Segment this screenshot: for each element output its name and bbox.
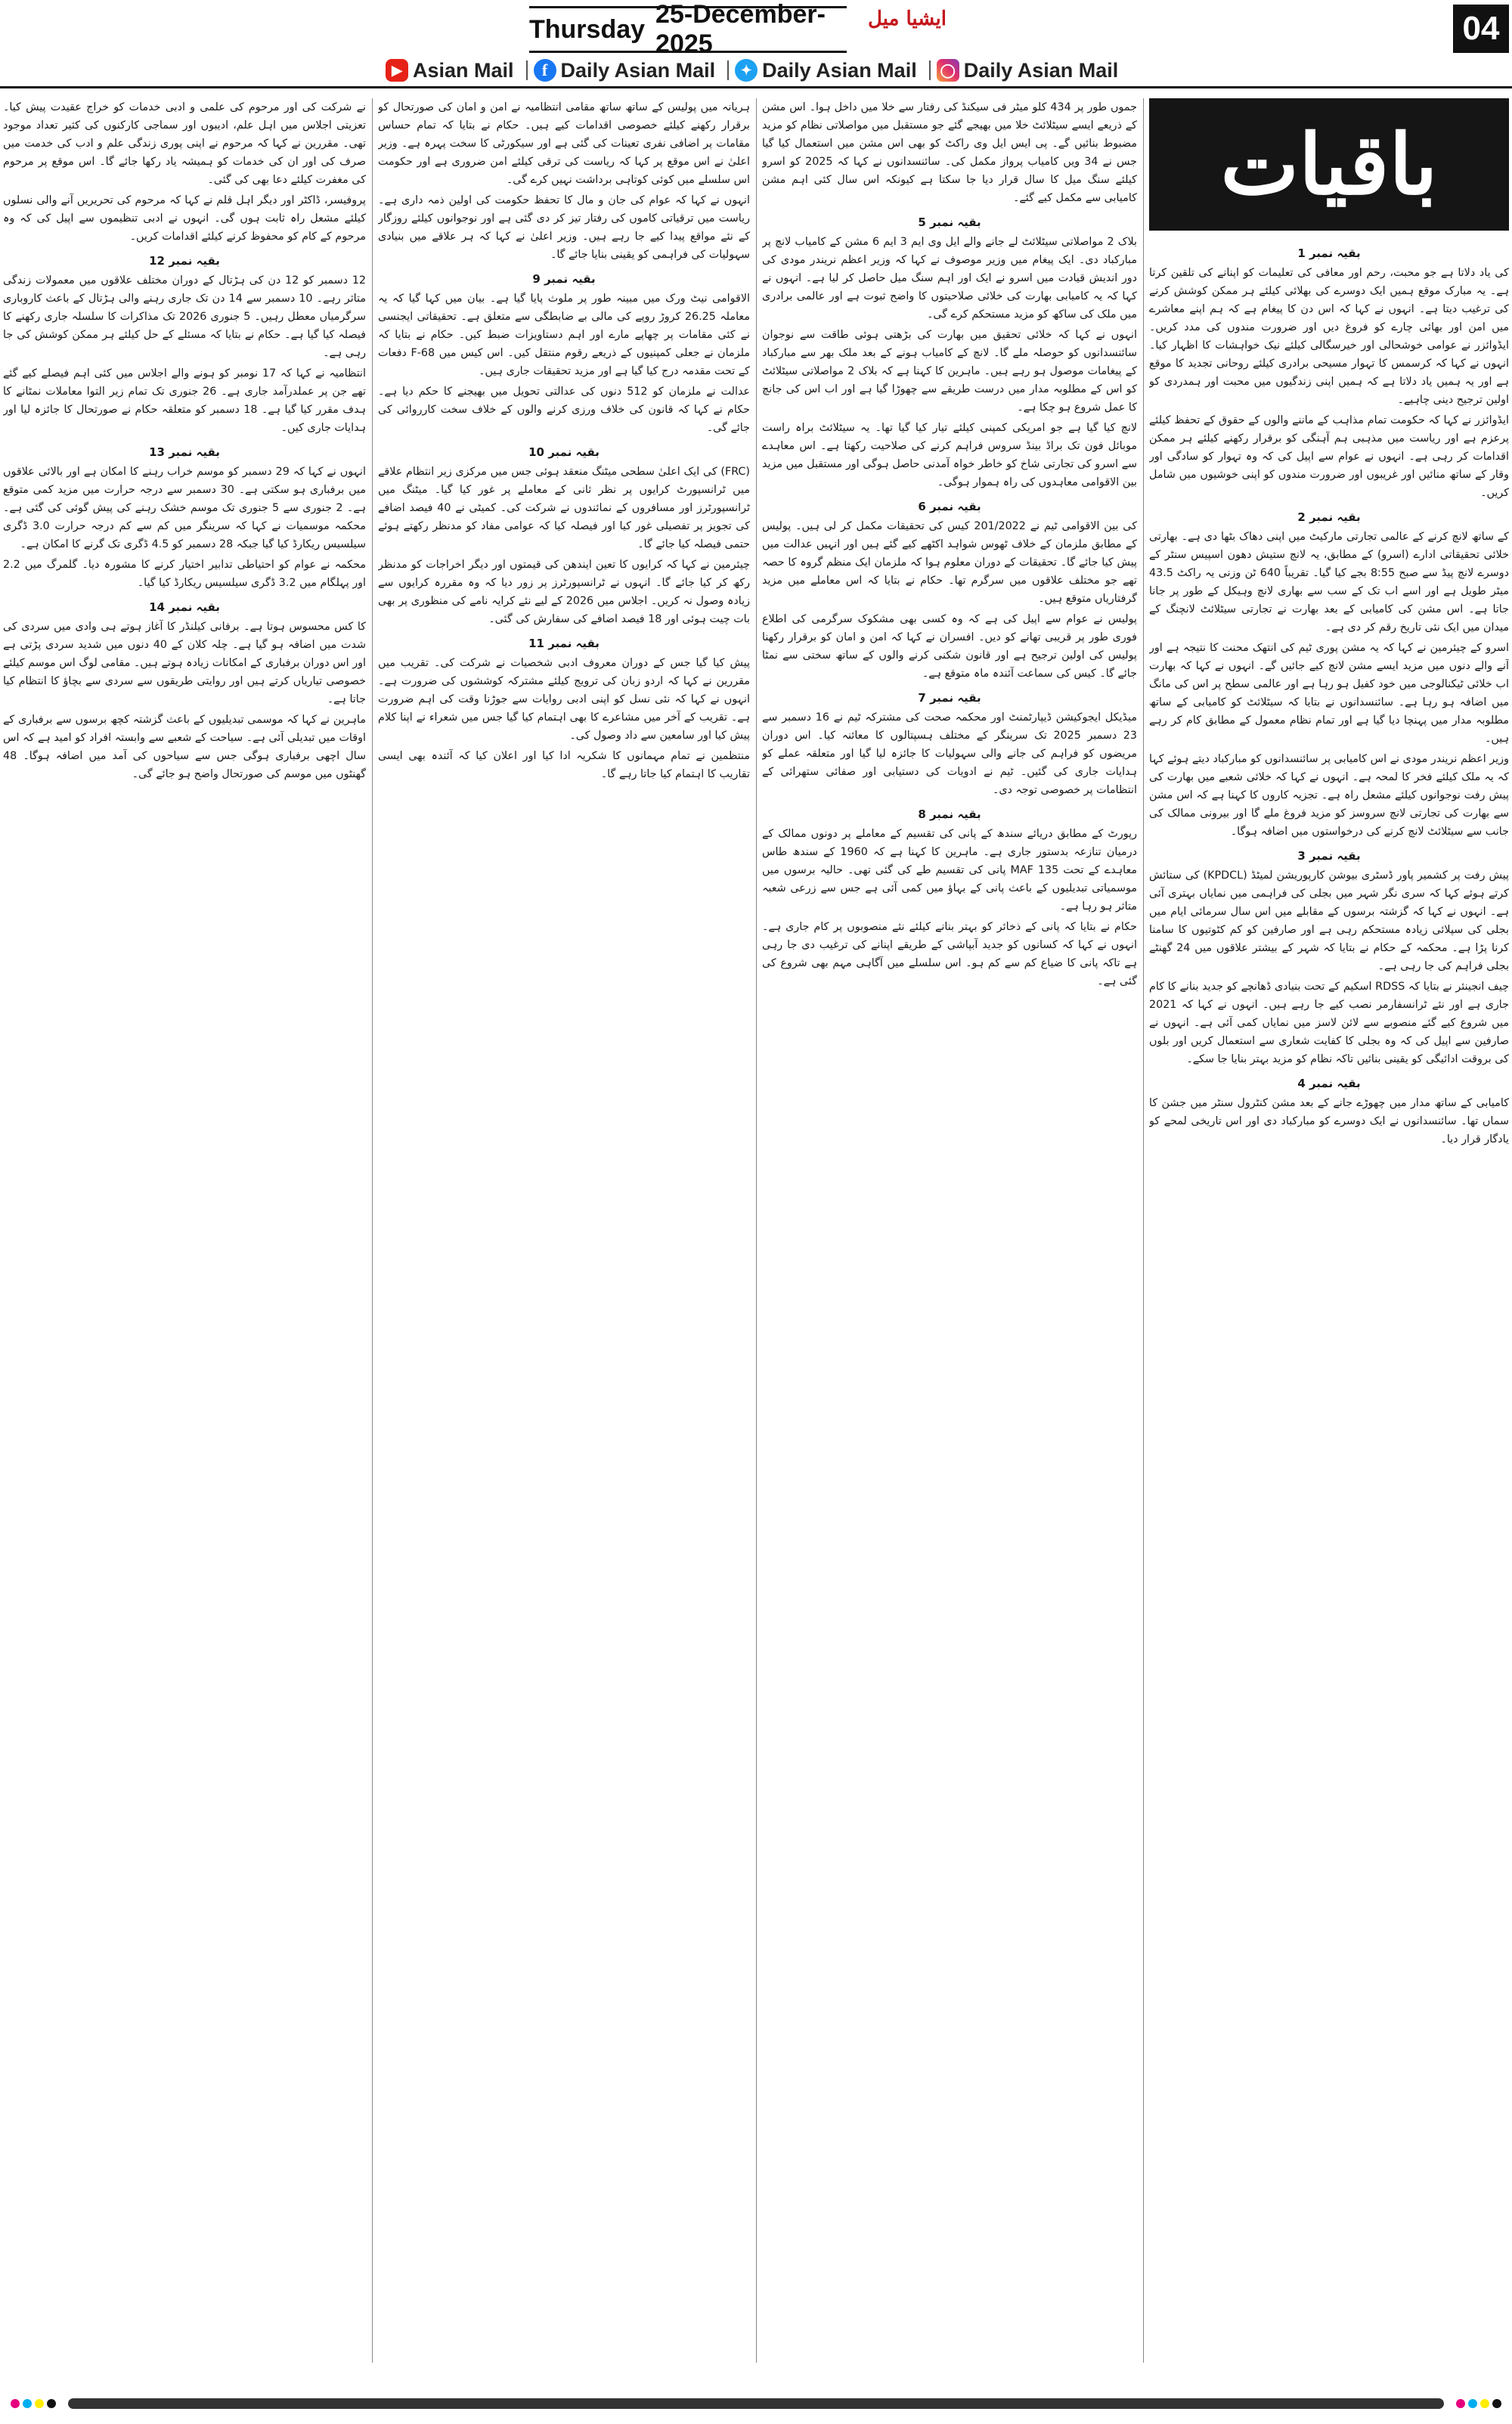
continuation-heading: بقیہ نمبر 8 [918,807,981,821]
article-paragraph: الاقوامی نیٹ ورک میں مبینہ طور پر ملوث پایا گیا ہے۔ بیان میں کہا گیا کہ یہ معاملہ 26.25 کروڑ روپے کی مالی بے ضابطگی سے متعلق ہے۔ تحقیقاتی ایجنسی نے کئی مقامات پر چھاپے مارے اور اہم دستاویزات ضبط کیں۔ حکام نے بتایا کہ ملزمان نے جعلی کمپنیوں کے ذریعے رقوم منتقل کیں۔ اس کیس میں F-68 دفعات کے تحت مقدمہ درج کیا گیا ہے اور مزید تحقیقات جاری ہیں۔ [378,293,750,377]
registration-dot [1456,2399,1465,2408]
article-paragraph: کی بین الاقوامی ٹیم نے 201/2022 کیس کی تحقیقات مکمل کر لی ہیں۔ پولیس کے مطابق ملزمان کے خلاف ٹھوس شواہد اکٹھے کیے گئے ہیں اور انہیں عدالت میں پیش کیا جائے گا۔ تحقیقات کے دوران معلوم ہوا کہ ملزمان ایک منظم گروہ کا حصہ تھے جو مختلف علاقوں میں سرگرم تھا۔ حکام نے بتایا کہ اس معاملے میں مزید گرفتاریاں متوقع ہیں۔ [762,520,1137,605]
continuation-heading: بقیہ نمبر 5 [918,215,981,229]
article-paragraph: عدالت نے ملزمان کو 512 دنوں کی عدالتی تحویل میں بھیجنے کا حکم دیا ہے۔ حکام نے کہا کہ قانون کی خلاف ورزی کرنے والوں کے خلاف سخت کارروائی کی جائے گی۔ [378,386,750,434]
article-paragraph: جموں طور پر 434 کلو میٹر فی سیکنڈ کی رفتار سے خلا میں داخل ہوا۔ اس مشن کے ذریعے ایسے سیٹلائٹ خلا میں بھیجے گئے جو مستقبل میں مواصلاتی نظام کو مزید مضبوط بنائیں گے۔ پی ایس ایل وی راکٹ کو بھی اس مشن میں استعمال کیا گیا جس نے 34 ویں کامیاب پرواز مکمل کی۔ سائنسدانوں نے کہا کہ 2025 کو اسرو کیلئے سنگ میل کا سال قرار دیا جا سکتا ہے کیونکہ اس سال کئی اہم مشن کامیابی سے مکمل کیے گئے۔ [762,101,1137,204]
registration-dot [1468,2399,1477,2408]
continuation-heading: بقیہ نمبر 10 [528,445,600,459]
column-3 [378,98,750,2363]
article-paragraph: پیش کیا گیا جس کے دوران معروف ادبی شخصیات نے شرکت کی۔ تقریب میں مقررین نے کہا کہ اردو زبان کی ترویج کیلئے مشترکہ کوششوں کی ضرورت ہے۔ انہوں نے کہا کہ نئی نسل کو اپنی ادبی روایات سے جوڑنا وقت کی اہم ضرورت ہے۔ تقریب کے آخر میں مشاعرے کا بھی اہتمام کیا گیا جس میں شعراء نے اپنا کلام پیش کیا اور سامعین سے داد وصول کی۔ [378,657,750,742]
date-bar [529,0,847,58]
header-rule [0,86,1512,88]
article-paragraph: ماہرین نے کہا کہ موسمی تبدیلیوں کے باعث گزشتہ کچھ برسوں سے برفباری کے اوقات میں تبدیلی آئی ہے۔ سیاحت کے شعبے سے وابستہ افراد کو امید ہے کہ اس سال اچھی برفباری ہوگی جس سے سیاحوں کی آمد میں اضافہ ہوگا۔ 48 گھنٹوں میں موسم کی صورتحال واضح ہو جائے گی۔ [3,714,366,780]
divider [526,60,528,80]
column-2 [762,98,1137,2363]
continuation-heading: بقیہ نمبر 2 [1297,510,1361,524]
continuation-heading: بقیہ نمبر 3 [1297,849,1361,863]
youtube-icon: ▶ [386,59,408,82]
logo-text: ایشیا میل [868,8,947,30]
article-paragraph: ہریانہ میں پولیس کے ساتھ ساتھ مقامی انتظامیہ نے امن و امان کی صورتحال کو برقرار رکھنے کیلئے خصوصی اقدامات کیے ہیں۔ حکام نے بتایا کہ تمام حساس مقامات پر اضافی نفری تعینات کی گئی ہے اور سیکورٹی کا سخت پہرہ ہے۔ وزیر اعلیٰ نے اس موقع پر کہا کہ ریاست کی ترقی کیلئے امن ضروری ہے اور حکومت اس سلسلے میں کوئی کوتاہی برداشت نہیں کرے گی۔ [378,101,750,186]
social-label: Asian Mail [413,58,514,82]
article-paragraph: پیش رفت پر کشمیر پاور ڈسٹری بیوشن کارپوریشن لمیٹڈ (KPDCL) کی ستائش کرتے ہوئے کہا کہ سری نگر شہر میں بجلی کی فراہمی میں نمایاں بہتری آئی ہے۔ انہوں نے کہا کہ گزشتہ برسوں کے مقابلے میں اس سال سرمائی ایام میں بجلی کی سپلائی زیادہ مستحکم رہی ہے اور صارفین کو کم کٹوتیوں کا سامنا کرنا پڑا ہے۔ محکمہ کے حکام نے بتایا کہ شہر کے بیشتر علاقوں میں 24 گھنٹے بجلی فراہم کی جا رہی ہے۔ [1149,869,1509,972]
article-paragraph: کے ساتھ لانچ کرنے کے عالمی تجارتی مارکیٹ میں اپنی دھاک بٹھا دی ہے۔ بھارتی خلائی تحقیقاتی ادارے (اسرو) کے مطابق، یہ لانچ ستیش دھون اسپیس سنٹر کے دوسرے لانچ پیڈ سے صبح 8:55 بجے کیا گیا۔ تقریباً 640 ٹن وزنی یہ راکٹ 43.5 میٹر طویل ہے اور اسے اب تک کے سب سے بھاری لانچ وہیکل کے طور پر جانا جاتا ہے۔ اس مشن کی کامیابی کے بعد بھارت نے تجارتی سیٹلائٹ لانچنگ کے میدان میں ایک نئی تاریخ رقم کر دی ہے۔ [1149,531,1509,634]
article-paragraph: حکام نے بتایا کہ پانی کے ذخائر کو بہتر بنانے کیلئے نئے منصوبوں پر کام جاری ہے۔ انہوں نے کہا کہ کسانوں کو جدید آبپاشی کے طریقے اپنانے کی ترغیب دی جا رہی ہے تاکہ پانی کا ضیاع کم سے کم ہو۔ اس سلسلے میں آگاہی مہم بھی شروع کی گئی ہے۔ [762,921,1137,987]
page-number: 04 [1453,5,1509,53]
article-paragraph: وزیر اعظم نریندر مودی نے اس کامیابی پر سائنسدانوں کو مبارکباد دیتے ہوئے کہا کہ یہ ملک کیلئے فخر کا لمحہ ہے۔ انہوں نے کہا کہ خلائی شعبے میں بھارت کی پیش رفت نوجوانوں کیلئے مشعل راہ ہے۔ تجزیہ کاروں کا کہنا ہے کہ اس مشن سے بھارت کی تجارتی لانچ سروسز کو مزید فروغ ملے گا اور بیرونی ممالک کی جانب سے سیٹلائٹ لانچ کرنے کی درخواستوں میں اضافہ ہوگا۔ [1149,753,1509,838]
article-paragraph: پولیس نے عوام سے اپیل کی ہے کہ وہ کسی بھی مشکوک سرگرمی کی اطلاع فوری طور پر قریبی تھانے کو دیں۔ افسران نے کہا کہ امن و امان کو برقرار رکھنا پولیس کی اولین ترجیح ہے اور قانون شکنی کرنے والوں کے ساتھ سختی سے نمٹا جائے گا۔ کیس کی سماعت آئندہ ماہ متوقع ہے۔ [762,613,1137,680]
article-paragraph: ایڈوائزر نے کہا کہ حکومت تمام مذاہب کے ماننے والوں کے حقوق کے تحفظ کیلئے پرعزم ہے اور ریاست میں مذہبی ہم آہنگی کو برقرار رکھنے کیلئے ہر ممکن اقدامات کر رہی ہے۔ انہوں نے عوام سے اپیل کی کہ وہ تہوار کو سادگی اور وقار کے ساتھ منائیں اور غریبوں اور ضرورت مندوں کو اپنی خوشیوں میں شامل کریں۔ [1149,414,1509,499]
continuation-heading: بقیہ نمبر 1 [1297,246,1361,260]
article-paragraph: پروفیسر، ڈاکٹر اور دیگر اہل قلم نے کہا کہ مرحوم کی تحریریں آنے والی نسلوں کیلئے مشعل راہ ثابت ہوں گی۔ انہوں نے ادبی تنظیموں سے اپیل کی کہ وہ مرحوم کے کام کو محفوظ کرنے کیلئے اقدامات کریں۔ [3,194,366,243]
weekday: Thursday [529,14,646,44]
column-divider [372,98,373,2363]
article-paragraph: رپورٹ کے مطابق دریائے سندھ کے پانی کی تقسیم کے معاملے پر دونوں ممالک کے درمیان تنازعہ بدستور جاری ہے۔ ماہرین کا کہنا ہے کہ 1960 کے سندھ طاس معاہدے کے تحت 135 MAF پانی کی تقسیم طے کی گئی تھی۔ حالیہ برسوں میں موسمیاتی تبدیلیوں کے باعث پانی کے بہاؤ میں کمی آئی ہے جس سے زرعی شعبہ متاثر ہو رہا ہے۔ [762,828,1137,913]
article-paragraph: انتظامیہ نے کہا کہ 17 نومبر کو ہونے والے اجلاس میں کئی اہم فیصلے کیے گئے تھے جن پر عملدرآمد جاری ہے۔ 26 جنوری تک تمام زیر التوا معاملات نمٹانے کا ہدف مقرر کیا گیا ہے۔ 18 دسمبر کو متعلقہ حکام نے صورتحال کا جائزہ لیا اور ہدایات جاری کیں۔ [3,367,366,434]
social-label: Daily Asian Mail [963,58,1119,82]
article-paragraph: کا کس محسوس ہوتا ہے۔ برفانی کیلنڈر کا آغاز ہوتے ہی وادی میں سردی کی شدت میں اضافہ ہو گیا ہے۔ چلہ کلان کے 40 دنوں میں شدید سردی پڑتی ہے اور اس دوران برفباری کے امکانات زیادہ ہوتے ہیں۔ مقامی لوگ اس موسم کیلئے خصوصی تیاریاں کرتے ہیں اور روایتی طریقوں سے سردی سے بچاؤ کا انتظام کیا جاتا ہے۔ [3,621,366,705]
date: 25-December-2025 [655,0,826,58]
continuation-heading: بقیہ نمبر 4 [1297,1077,1361,1090]
column-4 [3,98,366,2363]
article-paragraph: انہوں نے کہا کہ 29 دسمبر کو موسم خراب رہنے کا امکان ہے اور بالائی علاقوں میں برفباری ہو سکتی ہے۔ 30 دسمبر سے درجہ حرارت میں مزید کمی متوقع ہے۔ 2 جنوری سے 5 جنوری تک موسم خشک رہنے کی پیش گوئی کی گئی ہے۔ محکمہ موسمیات نے کہا کہ سرینگر میں کم سے کم درجہ حرارت 3.0 ڈگری سیلسیس ریکارڈ کیا گیا جبکہ 28 دسمبر کو 4.5 ڈگری تک گرنے کا امکان ہے۔ [3,466,366,550]
continuation-heading: بقیہ نمبر 11 [528,637,600,650]
article-paragraph: میڈیکل ایجوکیشن ڈیپارٹمنٹ اور محکمہ صحت کی مشترکہ ٹیم نے 16 دسمبر سے 23 دسمبر 2025 تک سرینگر کے مختلف ہسپتالوں کا معائنہ کیا۔ اس دوران مریضوں کو فراہم کی جانے والی سہولیات کا جائزہ لیا گیا اور متعلقہ عملے کو ہدایات جاری کی گئیں۔ ٹیم نے ادویات کی دستیابی اور صفائی ستھرائی کے انتظامات پر خصوصی توجہ دی۔ [762,711,1137,796]
article-paragraph: کامیابی کے ساتھ مدار میں چھوڑے جانے کے بعد مشن کنٹرول سنٹر میں جشن کا سماں تھا۔ سائنسدانوں نے ایک دوسرے کو مبارکباد دی اور اس تاریخی لمحے کو یادگار قرار دیا۔ [1149,1097,1509,1145]
twitter-icon: ✦ [735,59,758,82]
continuation-heading: بقیہ نمبر 7 [918,691,981,705]
article-paragraph: انہوں نے کہا کہ خلائی تحقیق میں بھارت کی بڑھتی ہوئی طاقت سے نوجوان سائنسدانوں کو حوصلہ ملے گا۔ لانچ کے کامیاب ہونے کے بعد ملک بھر سے مبارکباد کے پیغامات موصول ہو رہے ہیں۔ ماہرین کا کہنا ہے کہ بلاک 2 مواصلاتی سیٹلائٹ کو اس کے مطلوبہ مدار میں درست طریقے سے چھوڑا گیا ہے اور اب اس کی جانچ کا عمل شروع ہو چکا ہے۔ [762,329,1137,414]
divider [727,60,729,80]
article-paragraph: کی یاد دلاتا ہے جو محبت، رحم اور معافی کی تعلیمات کو اپنانے کی تلقین کرتا ہے۔ یہ مبارک موقع ہمیں ایک دوسرے کی بھلائی کیلئے ہر ممکن کوشش کرنے کی ترغیب دیتا ہے۔ انہوں نے کہا کہ اس دن کا پیغام ہے کہ ہم اپنے معاشرے میں امن اور بھائی چارے کو فروغ دیں اور ضرورت مندوں کی مدد کریں۔ ایڈوائزر نے عوامی خوشحالی اور خیرسگالی کیلئے نیک خواہشات کا اظہار کیا۔ انہوں نے کہا کہ کرسمس کا تہوار مسیحی برادری کیلئے روحانی تجدید کا موقع ہے اور یہ ہمیں یاد دلاتا ہے کہ ہمیں اپنی زندگیوں میں محبت اور ہمدردی کو اولین ترجیح دینی چاہیے۔ [1149,267,1509,406]
social-bar [386,57,1142,83]
continuation-heading: بقیہ نمبر 14 [149,600,220,614]
section-title: باقیات [1220,116,1438,213]
registration-dot [11,2399,20,2408]
article-paragraph: لانچ کیا گیا ہے جو امریکی کمپنی کیلئے تیار کیا گیا تھا۔ یہ سیٹلائٹ براہ راست موبائل فون تک براڈ بینڈ سروس فراہم کرنے کی صلاحیت رکھتا ہے۔ اس معاہدے سے اسرو کی تجارتی شاخ کو خاطر خواہ آمدنی حاصل ہوگی اور مستقبل میں مزید بین الاقوامی معاہدوں کی راہ ہموار ہوگی۔ [762,422,1137,488]
social-twitter[interactable] [735,59,917,82]
article-paragraph: (FRC) کی ایک اعلیٰ سطحی میٹنگ منعقد ہوئی جس میں مرکزی زیر انتظام علاقے میں ٹرانسپورٹ کرایوں پر نظر ثانی کے معاملے پر غور کیا گیا۔ میٹنگ میں ٹرانسپورٹرز اور مسافروں کے نمائندوں نے شرکت کی۔ کمیٹی نے 40 فیصد اضافے کی تجویز پر تفصیلی غور کیا اور فیصلہ کیا کہ عوامی مفاد کو مدنظر رکھتے ہوئے حتمی فیصلہ کیا جائے گا۔ [378,466,750,550]
registration-dot [1492,2399,1501,2408]
article-paragraph: انہوں نے کہا کہ عوام کی جان و مال کا تحفظ حکومت کی اولین ذمہ داری ہے۔ ریاست میں ترقیاتی کاموں کی رفتار تیز کر دی گئی ہے اور نوجوانوں کیلئے روزگار کے نئے مواقع پیدا کیے جا رہے ہیں۔ وزیر اعلیٰ نے کہا کہ ہر علاقے میں بنیادی سہولیات کی فراہمی کو یقینی بنایا جائے گا۔ [378,194,750,261]
social-instagram[interactable] [937,59,1119,82]
divider [929,60,931,80]
column-divider [1143,98,1144,2363]
article-paragraph: اسرو کے چیئرمین نے کہا کہ یہ مشن پوری ٹیم کی انتھک محنت کا نتیجہ ہے اور آنے والے دنوں میں مزید ایسے مشن لانچ کیے جائیں گے۔ انہوں نے کہا کہ بھارت اب خلائی ٹیکنالوجی میں خود کفیل ہو رہا ہے اور عالمی سطح پر اس کی مانگ میں اضافہ ہو رہا ہے۔ سائنسدانوں نے بتایا کہ سیٹلائٹ کو کامیابی کے ساتھ مطلوبہ مدار میں پہنچا دیا گیا ہے اور تمام نظام معمول کے مطابق کام کر رہے ہیں۔ [1149,642,1509,745]
section-title-box [1149,98,1509,231]
social-label: Daily Asian Mail [762,58,917,82]
article-paragraph: محکمہ نے عوام کو احتیاطی تدابیر اختیار کرنے کا مشورہ دیا۔ گلمرگ میں 2.2 اور پہلگام میں 3.2 ڈگری سیلسیس ریکارڈ کیا گیا۔ [3,559,366,589]
article-paragraph: منتظمین نے تمام مہمانوں کا شکریہ ادا کیا اور اعلان کیا کہ آئندہ بھی ایسی تقاریب کا اہتمام کیا جاتا رہے گا۔ [378,750,750,780]
footer-rule [68,2398,1444,2409]
column-divider [756,98,757,2363]
registration-dot [47,2399,56,2408]
continuation-heading: بقیہ نمبر 9 [532,272,596,286]
newspaper-logo [868,3,959,51]
masthead [0,0,1512,85]
social-label: Daily Asian Mail [560,58,716,82]
article-paragraph: چیف انجینئر نے بتایا کہ RDSS اسکیم کے تحت بنیادی ڈھانچے کو جدید بنانے کا کام جاری ہے اور نئے ٹرانسفارمر نصب کیے جا رہے ہیں۔ انہوں نے کہا کہ 2021 میں شروع کیے گئے منصوبے سے لائن لاسز میں نمایاں کمی آئی ہے۔ انہوں نے صارفین سے اپیل کی کہ وہ بجلی کا کفایت شعاری سے استعمال کریں اور بلوں کی بروقت ادائیگی کو یقینی بنائیں تاکہ نظام کو مزید بہتر بنایا جا سکے۔ [1149,981,1509,1065]
continuation-heading: بقیہ نمبر 6 [918,500,981,513]
continuation-heading: بقیہ نمبر 12 [149,254,220,268]
registration-dot [23,2399,32,2408]
article-paragraph: بلاک 2 مواصلاتی سیٹلائٹ لے جانے والے ایل وی ایم 3 ایم 6 مشن کے کامیاب لانچ پر مبارکباد دی۔ ایک پیغام میں وزیر موصوف نے کہا کہ وزیر اعظم نریندر مودی کی دور اندیش قیادت میں اسرو نے ایک اور اہم سنگ میل حاصل کر لیا ہے۔ انہوں نے کہا کہ یہ کامیابی بھارت کی خلائی صلاحیتوں کا واضح ثبوت ہے اور عالمی برادری میں ملک کی ساکھ کو مزید مستحکم کرے گی۔ [762,236,1137,321]
article-paragraph: چیئرمین نے کہا کہ کرایوں کا تعین ایندھن کی قیمتوں اور دیگر اخراجات کو مدنظر رکھ کر کیا جائے گا۔ انہوں نے ٹرانسپورٹرز پر زور دیا کہ وہ مقررہ کرایوں سے زیادہ وصول نہ کریں۔ اجلاس میں 2026 کے لیے نئے کرایہ نامے کی منظوری پر بھی بات چیت ہوئی اور 18 فیصد اضافے کی سفارش کی گئی۔ [378,559,750,625]
column-1 [1149,238,1509,2363]
registration-dot [35,2399,44,2408]
continuation-heading: بقیہ نمبر 13 [149,445,220,459]
social-facebook[interactable] [534,59,716,82]
social-youtube[interactable] [386,59,514,82]
instagram-icon: ◯ [937,59,959,82]
article-paragraph: نے شرکت کی اور مرحوم کی علمی و ادبی خدمات کو خراج عقیدت پیش کیا۔ تعزیتی اجلاس میں اہل علم، ادیبوں اور سماجی کارکنوں کی کثیر تعداد موجود تھی۔ مقررین نے کہا کہ مرحوم نے اپنی پوری زندگی علم و ادب کی خدمت میں صرف کی اور ان کی خدمات کو ہمیشہ یاد رکھا جائے گا۔ اس موقع پر مرحوم کی مغفرت کیلئے دعا بھی کی گئی۔ [3,101,366,186]
article-paragraph: 12 دسمبر کو 12 دن کی ہڑتال کے دوران مختلف علاقوں میں معمولات زندگی متاثر رہے۔ 10 دسمبر سے 14 دن تک جاری رہنے والی ہڑتال کے باعث کاروباری سرگرمیاں معطل رہیں۔ 5 جنوری 2026 تک مذاکرات کا سلسلہ جاری رکھنے کا فیصلہ کیا گیا ہے۔ حکام نے بتایا کہ مسئلے کے حل کیلئے ہر ممکن کوشش کی جا رہی ہے۔ [3,274,366,359]
registration-dot [1480,2399,1489,2408]
facebook-icon: f [534,59,556,82]
